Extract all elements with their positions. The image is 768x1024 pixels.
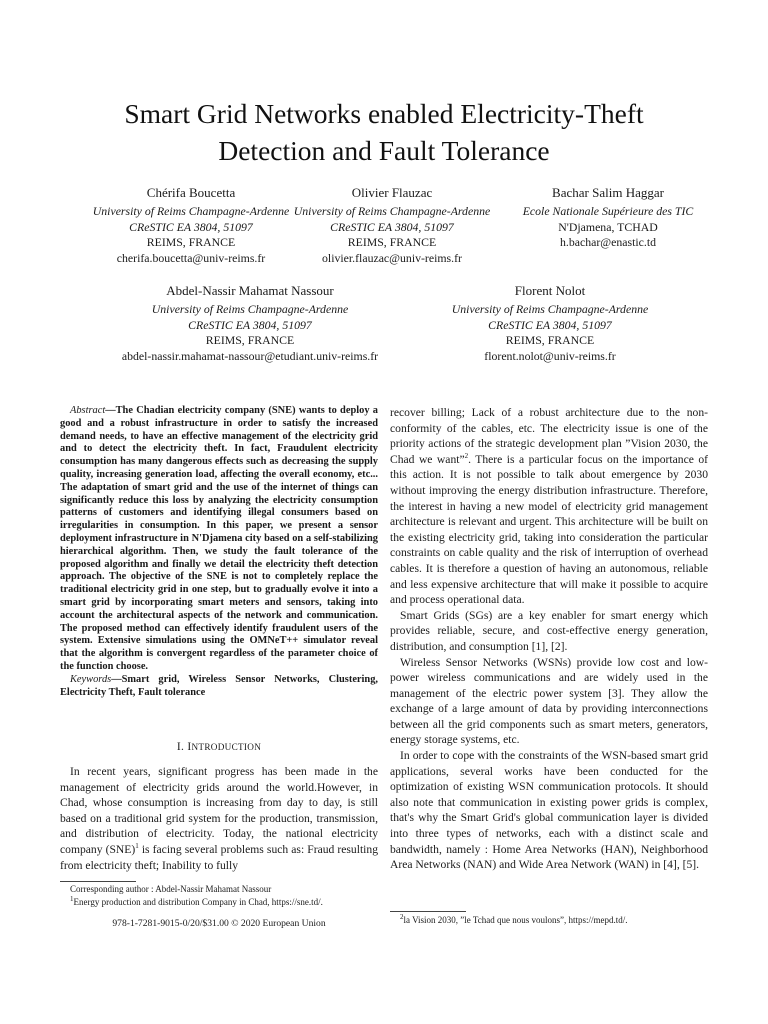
author-lab: CReSTIC EA 3804, 51097: [188, 317, 312, 332]
author-name: Olivier Flauzac: [351, 185, 433, 200]
footnote-text: Energy production and distribution Company in Chad, https://sne.td/.: [73, 896, 323, 907]
intro-paragraph: [60, 764, 378, 873]
author-affiliation: University of Reims Champagne-Ardenne: [151, 302, 349, 316]
author-name: Florent Nolot: [514, 283, 586, 298]
footnote-ref: 2: [464, 451, 469, 460]
author-lab: N'Djamena, TCHAD: [558, 219, 658, 234]
footnote-text: la Vision 2030, ”le Tchad que nous voulons”, https://mepd.td/.: [403, 915, 628, 925]
section-heading-introduction: [60, 741, 378, 753]
author-city: REIMS, FRANCE: [505, 333, 595, 347]
footnote-rule: [390, 911, 466, 912]
intro-text: In recent years, significant progress has been made in the management of electricity grids around the world.However, in Chad, whose consumption is increasing from day to day, is still based on a traditional grid system for the production, transmission, and distribution of electricity. Today, the national electricity company (SNE): [60, 765, 378, 856]
section-first-letter: I: [187, 741, 192, 753]
author-email: abdel-nassir.mahamat-nassour@etudiant.univ-reims.fr: [121, 348, 379, 363]
author-block: [502, 184, 714, 251]
keywords-label: Keywords: [70, 673, 112, 685]
author-block: [284, 184, 500, 266]
author-block: [100, 282, 400, 364]
right-column: [390, 405, 708, 873]
paragraph-text-cont: . There is a particular focus on the importance of this action. It is not possible to talk about emergence by 2030 without improving the energy distribution infrastructure. Therefore, the interest in having a new model of electricity grid management architecture is relevant and urgent. This architecture will be built on the existing electricity grid, taking into consideration the particular constraints on cable quality and the risk of interruption of overhead cables. It is therefore a question of having an autonomous, reliable and less expensive architecture that will make it possible to acquire and process operational data.: [390, 452, 708, 607]
paragraph-wsn: Wireless Sensor Networks (WSNs) provide low cost and low-power wireless communications and are widely used in the management of the electric power system [3]. They allow the exchange of a large amount of data by providing interconnections between all the grid components such as smart meters, generators, energy storage systems, etc.: [390, 655, 708, 747]
footnote-number: 2: [400, 913, 404, 921]
footnote-right: [390, 914, 718, 927]
author-name: Chérifa Boucetta: [146, 185, 236, 200]
paper-title: [40, 95, 728, 169]
author-city: REIMS, FRANCE: [205, 333, 295, 347]
section-number: I.: [176, 741, 188, 753]
author-city: REIMS, FRANCE: [146, 235, 236, 249]
paper-title-line-2: Detection and Fault Tolerance: [218, 135, 550, 166]
paragraph-constraints: In order to cope with the constraints of the WSN-based smart grid applications, several works have been conducted for the optimization of existing WSN communication protocols. It should also note that communication in existing power grids is complex, that's why the Smart Grid's global communication layer is divided into three types of networks, each with a distinct scale and bandwidth, namely : Home Area Networks (HAN), Neighborhood Area Networks (NAN) and Wide Area Network (WAN) in [4], [5].: [390, 749, 708, 872]
author-email: olivier.flauzac@univ-reims.fr: [322, 250, 462, 265]
paragraph-smart-grids: Smart Grids (SGs) are a key enabler for smart energy which provides reliable, secure, and cost-effective energy generation, distribution, and consumption [1], [2].: [390, 608, 708, 653]
paragraph-text: recover billing; Lack of a robust architecture due to the non-conformity of the cables, etc. The electricity issue is one of the priority actions of the strategic development plan ”Vision 2030, the Chad we want”: [390, 406, 708, 466]
keywords-text: —Smart grid, Wireless Sensor Networks, Clustering, Electricity Theft, Fault tolerance: [60, 673, 378, 698]
footnote-rule: [60, 881, 136, 882]
author-block: [420, 282, 680, 364]
author-name: Bachar Salim Haggar: [552, 185, 664, 200]
author-affiliation: University of Reims Champagne-Ardenne: [293, 204, 491, 218]
intro-text-cont: is facing several problems such as: Fraud resulting from electricity theft; Inability to fully: [60, 842, 378, 872]
footnotes-left: [60, 883, 378, 908]
author-lab: CReSTIC EA 3804, 51097: [129, 219, 253, 234]
author-email: h.bachar@enastic.td: [559, 235, 657, 249]
abstract-text: —The Chadian electricity company (SNE) wants to deploy a good and a robust infrastructure in order to satisfy the increased demand needs, to have an effective management of the electricity grid and to detect the electricity theft. In fact, Fraudulent electricity consumption has many dangerous effects such as decreasing the supply quality, increasing generation load, affecting the overall economy, etc... The adaptation of smart grid and the use of the internet of things can significantly reduce this loss by analyzing the electricity consumption patterns of customers and identifying illegal consumers based on irregularities in consumption. In this paper, we present a sensor deployment infrastructure in N'Djamena city based on a self-stabilizing hierarchical algorithm. Then, we study the fault tolerance of the proposed algorithm and finally we detail the electricity theft detection approach. The objective of the SNE is not to completely replace the traditional electricity grid in one step, but to gradually evolve it into a smart grid by incorporating smart meters and sensors, taking into account the architectural aspects of the network and communication. The proposed method can effectively identify fraudulent users of the system. Extensive simulations using the OMNeT++ simulator reveal that the algorithm is convergent regardless of the parameter choice of the function choose.: [60, 405, 378, 672]
author-affiliation: Ecole Nationale Supérieure des TIC: [522, 204, 694, 218]
author-lab: CReSTIC EA 3804, 51097: [330, 219, 454, 234]
author-name: Abdel-Nassir Mahamat Nassour: [166, 283, 334, 298]
author-city: REIMS, FRANCE: [347, 235, 437, 249]
author-affiliation: University of Reims Champagne-Ardenne: [92, 204, 290, 218]
author-lab: CReSTIC EA 3804, 51097: [488, 317, 612, 332]
author-block: [60, 184, 322, 266]
footnote-number: 1: [70, 894, 74, 903]
author-email: cherifa.boucetta@univ-reims.fr: [116, 250, 266, 265]
abstract-label: Abstract: [70, 405, 106, 416]
author-affiliation: University of Reims Champagne-Ardenne: [451, 302, 649, 316]
corresponding-author-note: Corresponding author : Abdel-Nassir Mahamat Nassour: [70, 884, 272, 894]
footnote-ref: 1: [135, 842, 139, 851]
author-email: florent.nolot@univ-reims.fr: [484, 348, 616, 363]
copyright-line: 978-1-7281-9015-0/20/$31.00 © 2020 European Union: [112, 918, 326, 929]
section-title-smallcaps: NTRODUCTION: [191, 742, 262, 752]
paper-title-line-1: Smart Grid Networks enabled Electricity-Theft: [124, 98, 644, 129]
abstract: [60, 405, 378, 699]
